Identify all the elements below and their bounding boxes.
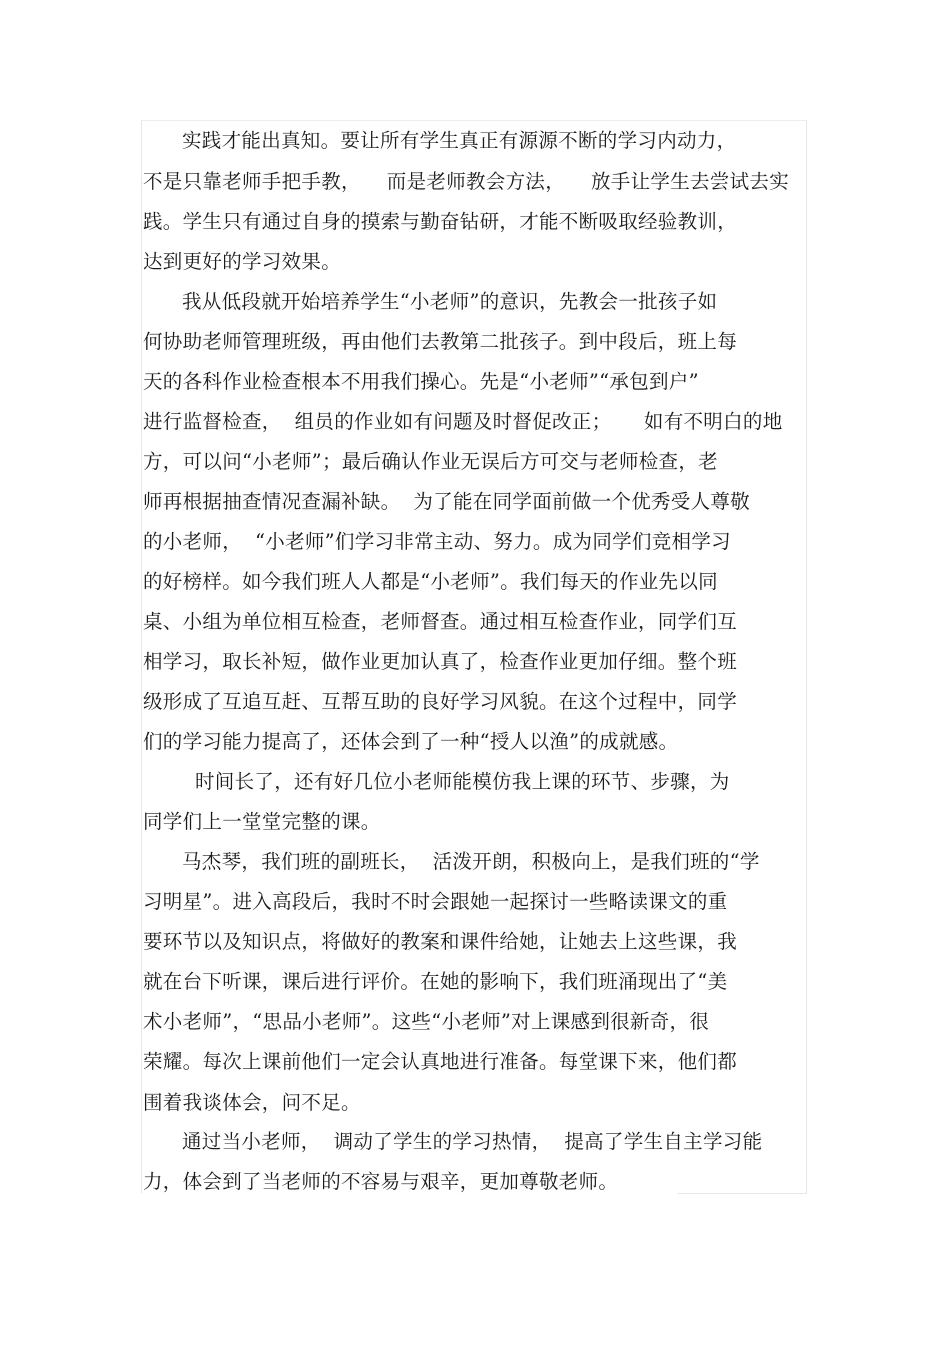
text-line: 相学习，取长补短，做作业更加认真了，检查作业更加仔细。整个班 bbox=[143, 650, 738, 673]
text-line: 时间长了，还有好几位小老师能模仿我上课的环节、步骤，为 bbox=[143, 770, 730, 793]
text-line: 的好榜样。如今我们班人人都是“小老师”。我们每天的作业先以同 bbox=[143, 570, 718, 593]
text-line: 不是只靠老师手把手教， 而是老师教会方法， 放手让学生去尝试去实 bbox=[143, 170, 789, 193]
text-line: 何协助老师管理班级，再由他们去教第二批孩子。到中段后，班上每 bbox=[143, 330, 738, 353]
text-line: 的小老师， “小老师”们学习非常主动、努力。成为同学们竞相学习 bbox=[143, 530, 731, 553]
text-line: 就在台下听课，课后进行评价。在她的影响下，我们班涌现出了“美 bbox=[143, 970, 728, 993]
text-line: 围着我谈体会，问不足。 bbox=[143, 1091, 361, 1114]
text-line: 践。学生只有通过自身的摸索与勤奋钻研，才能不断吸取经验教训， bbox=[143, 210, 738, 233]
text-line: 同学们上一堂堂完整的课。 bbox=[143, 810, 381, 833]
text-line: 天的各科作业检查根本不用我们操心。先是“小老师”“承包到户” bbox=[143, 370, 699, 393]
text-line: 术小老师”，“思品小老师”。这些“小老师”对上课感到很新奇，很 bbox=[143, 1010, 710, 1033]
text-line: 进行监督检查， 组员的作业如有问题及时督促改正； 如有不明白的地 bbox=[143, 410, 783, 433]
text-line: 级形成了互追互赶、互帮互助的良好学习风貌。在这个过程中，同学 bbox=[143, 690, 738, 713]
text-line: 实践才能出真知。要让所有学生真正有源源不断的学习内动力， bbox=[143, 129, 737, 152]
text-line: 达到更好的学习效果。 bbox=[143, 250, 342, 273]
text-line: 习明星”。进入高段后，我时不时会跟她一起探讨一些略读课文的重 bbox=[143, 890, 728, 913]
text-line: 桌、小组为单位相互检查，老师督查。通过相互检查作业，同学们互 bbox=[143, 610, 738, 633]
text-line: 马杰琴，我们班的副班长， 活泼开朗，积极向上，是我们班的“学 bbox=[143, 850, 760, 873]
text-line: 要环节以及知识点，将做好的教案和课件给她，让她去上这些课，我 bbox=[143, 930, 738, 953]
text-line: 力，体会到了当老师的不容易与艰辛，更加尊敬老师。 bbox=[143, 1170, 619, 1193]
text-line: 通过当小老师， 调动了学生的学习热情， 提高了学生自主学习能 bbox=[143, 1130, 763, 1153]
text-line: 我从低段就开始培养学生“小老师”的意识，先教会一批孩子如 bbox=[143, 290, 718, 313]
text-line: 们的学习能力提高了，还体会到了一种“授人以渔”的成就感。 bbox=[143, 730, 679, 753]
text-line: 方，可以问“小老师”；最后确认作业无误后方可交与老师检查，老 bbox=[143, 450, 718, 473]
text-line: 师再根据抽查情况查漏补缺。 为了能在同学面前做一个优秀受人尊敬 bbox=[143, 490, 750, 513]
page-border-left bbox=[141, 120, 142, 1193]
text-line: 荣耀。每次上课前他们一定会认真地进行准备。每堂课下来，他们都 bbox=[143, 1050, 738, 1073]
